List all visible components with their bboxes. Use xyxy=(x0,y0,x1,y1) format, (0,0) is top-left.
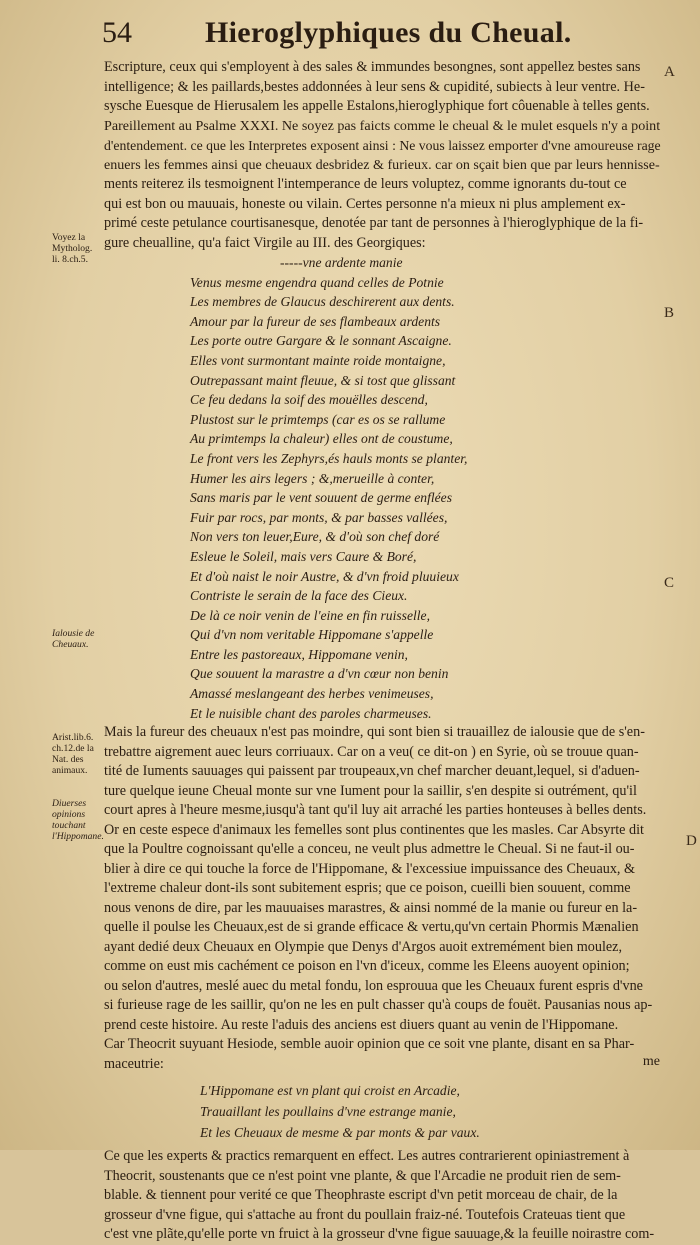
text-line: qui est bon ou mauuais, honeste ou vilain. Certes personne n'a mieux ni plus amplement ex- xyxy=(104,195,626,212)
verse-line: De là ce noir venin de l'eine en fin ruisselle, xyxy=(190,607,430,623)
verse-line: Venus mesme engendra quand celles de Potnie xyxy=(190,274,444,290)
text-line: Mais la fureur des cheuaux n'est pas moindre, qui sont bien si trauaillez de ialousie que de s'en- xyxy=(104,724,645,741)
verse-line: Que souuent la marastre a d'vn cœur non benin xyxy=(190,666,449,682)
text-line: court apres à l'heure mesme,iusqu'à tant qu'il luy ait arraché les parties honteuses à belles dents. xyxy=(104,802,647,819)
text-line: intelligence; & les paillards,bestes addonnées à leur sens & cupidité, subiects à leur ventre. He- xyxy=(104,78,645,95)
paragraph-2 xyxy=(104,723,660,1074)
verse-line: Esleue le Soleil, mais vers Caure & Boré, xyxy=(190,548,417,564)
verse-line: Elles vont surmontant mainte roide montaigne, xyxy=(190,352,446,368)
text-line: prend ceste histoire. Au reste l'aduis des anciens est diuers quant au venin de l'Hippomane. xyxy=(104,1016,619,1033)
verse-line: Trauaillant les poullains d'vne estrange manie, xyxy=(200,1104,456,1120)
running-title: Hieroglyphiques du Cheual. xyxy=(205,16,572,49)
verse-line: Le front vers les Zephyrs,és hauls monts se planter, xyxy=(190,450,468,466)
text-line: ments reiterez ils tesmoignent l'intemperance de leurs voluptez, comme ignorants du-tout ce xyxy=(104,176,627,192)
margin-note-voyez: Voyez la Mytholog. li. 8.ch.5. xyxy=(52,232,93,265)
verse-line: Qui d'vn nom veritable Hippomane s'appelle xyxy=(190,627,434,643)
verse-line: Les membres de Glaucus deschirerent aux dents. xyxy=(190,294,455,310)
text-line: Pareillement au Psalme XXXI. Ne soyez pas faicts comme le cheual & le mulet esquels n'y a point xyxy=(104,117,661,134)
verse-line: Amassé meslangeant des herbes venimeuses, xyxy=(190,686,434,702)
text-line: Ce que les experts & practics remarquent en effect. Les autres contrarierent opiniastrement à xyxy=(104,1148,630,1165)
verse-line: Plustost sur le primtemps (car es os se rallume xyxy=(190,411,446,427)
verse-line: Au primtemps la chaleur) elles ont de coustume, xyxy=(190,431,453,447)
text-line: primé ceste petulance courtisanesque, denotée par tant de personnes à l'hieroglyphique de la fi- xyxy=(104,215,644,231)
verse-line: L'Hippomane est vn plant qui croist en Arcadie, xyxy=(200,1083,460,1099)
verse-line: Entre les pastoreaux, Hippomane venin, xyxy=(190,646,408,662)
verse-line: Les porte outre Gargare & le sonnant Ascaigne. xyxy=(190,333,452,349)
text-line: trebattre aigrement auec leurs corriuaux. Car on a veu( ce dit-on ) en Syrie, où se trouue quan- xyxy=(104,743,639,760)
margin-letter-b: B xyxy=(664,305,675,321)
page-header xyxy=(0,14,700,58)
verse-line: Contriste le serain de la face des Cieux. xyxy=(190,588,408,604)
verse-theocrit xyxy=(104,1080,660,1143)
page-number: 54 xyxy=(102,16,132,49)
verse-line: Non vers ton leuer,Eure, & d'où son chef doré xyxy=(190,529,440,545)
verse-line: Et le nuisible chant des paroles charmeuses. xyxy=(190,705,432,721)
verse-line: Fuir par rocs, par monts, & par basses vallées, xyxy=(190,509,448,525)
text-line: grosseur d'vne figue, qui s'attache au front du poullain fraiz-né. Toutefois Crateuas tient que xyxy=(104,1206,626,1223)
verse-line: Et d'où naist le noir Austre, & d'vn froid pluuieux xyxy=(190,568,459,584)
paragraph-3 xyxy=(104,1147,660,1245)
text-line: comme on eust mis cachément ce poison en l'vn d'iceux, comme les Eleens auoyent opinion; xyxy=(104,958,630,975)
margin-letter-c: C xyxy=(664,575,675,591)
text-line: ayant dedié deux Cheuaux en Olympie que Denys d'Argos auoit extremément bien moulez, xyxy=(104,938,623,955)
text-line: nous venons de dire, par les mauuaises marastres, & ainsi nommé de la manie ou fureur en la- xyxy=(104,899,638,916)
verse-line: Ce feu dedans la soif des mouëlles descend, xyxy=(190,392,428,408)
verse-line: Humer les airs legers ; &,merueille à conter, xyxy=(190,470,435,486)
margin-letter-d: D xyxy=(686,833,697,849)
catchword: me xyxy=(642,1054,660,1069)
margin-note-diuerses: Diuerses opinions touchant l'Hippomane. xyxy=(52,798,104,842)
text-body xyxy=(104,58,660,1245)
text-line: l'extreme chaleur dont-ils sont subitement espris; que ce poison, cueilli bien souuent, comme xyxy=(104,880,631,897)
text-line: ture quelque ieune Cheual monte sur vne Iument pour la saillir, s'en despite si outrément, qu'il xyxy=(104,782,637,799)
margin-letter-a: A xyxy=(664,64,675,80)
text-line: blier à dire ce qui touche la force de l'Hippomane, & l'excessiue impuissance des Cheuaux, & xyxy=(104,860,636,877)
text-line: ou selon d'autres, meslé auec du metal fondu, lon esprouua que les Cheuaux furent espris d'vne xyxy=(104,977,643,994)
margin-note-arist: Arist.lib.6. ch.12.de la Nat. des animaux. xyxy=(52,732,94,776)
verse-line: Outrepassant maint fleuue, & si tost que glissant xyxy=(190,372,456,388)
text-line: blable. & tiennent pour verité ce que Theophraste escript d'vn petit morceau de chair, de la xyxy=(104,1187,618,1204)
text-line: quelle il poulse les Cheuaux,est de si grande efficace & vertu,qu'vn certain Phormis Mænalien xyxy=(104,919,639,936)
text-line: Theocrit, soustenants que ce n'est point vne plante, & que l'Arcadie ne produit rien de sem- xyxy=(104,1167,621,1184)
text-line: d'entendement. ce que les Interpretes exposent ainsi : Ne vous laissez emporter d'vne amoureuse rage xyxy=(104,138,661,153)
text-line: si furieuse rage de les saillir, qu'on ne les en pult chasser qu'à coups de fouët. Pausanias nous ap- xyxy=(104,997,653,1014)
verse-line: Amour par la fureur de ses flambeaux ardents xyxy=(190,313,441,329)
text-line: Or en ceste espece d'animaux les femelles sont plus continentes que les masles. Car Absyrte dit xyxy=(104,821,644,838)
verse-line: -----vne ardente manie xyxy=(280,255,403,270)
verse-line: Sans maris par le vent souuent de germe enflées xyxy=(190,490,453,506)
text-line: que la Poultre cognoissant qu'elle a conceu, ne veult plus admettre le Cheual. Si ne faut-il ou- xyxy=(104,841,635,858)
paragraph-1 xyxy=(104,58,660,253)
text-line: enuers les femmes ainsi que cheuaux desbridez & furieux. car on sçait bien que par leurs hennisse- xyxy=(104,156,660,173)
text-line: tité de Iuments sauuages qui paissent par troupeaux,vn chef marcher deuant,lequel, si d'aduen- xyxy=(104,763,640,780)
text-line: maceutrie: xyxy=(104,1055,164,1072)
verse-virgile xyxy=(104,253,660,723)
text-line: c'est vne plãte,qu'elle porte vn fruict à la grosseur d'vne figue sauuage,& la feuille noirastre com- xyxy=(104,1226,655,1243)
margin-note-ialousie: Ialousie de Cheuaux. xyxy=(52,628,95,650)
text-line: sysche Euesque de Hierusalem les appelle Estalons,hieroglyphique fort côuenable à telles gents. xyxy=(104,98,650,114)
text-line: gure cheualline, qu'a faict Virgile au III. des Georgiques: xyxy=(104,234,426,251)
verse-line: Et les Cheuaux de mesme & par monts & par vaux. xyxy=(200,1125,480,1141)
text-line: Car Theocrit suyuant Hesiode, semble auoir opinion que ce soit vne plante, disant en sa Phar- xyxy=(104,1036,635,1053)
text-line: Escripture, ceux qui s'employent à des sales & immundes besongnes, sont appellez bestes sans xyxy=(104,59,641,75)
